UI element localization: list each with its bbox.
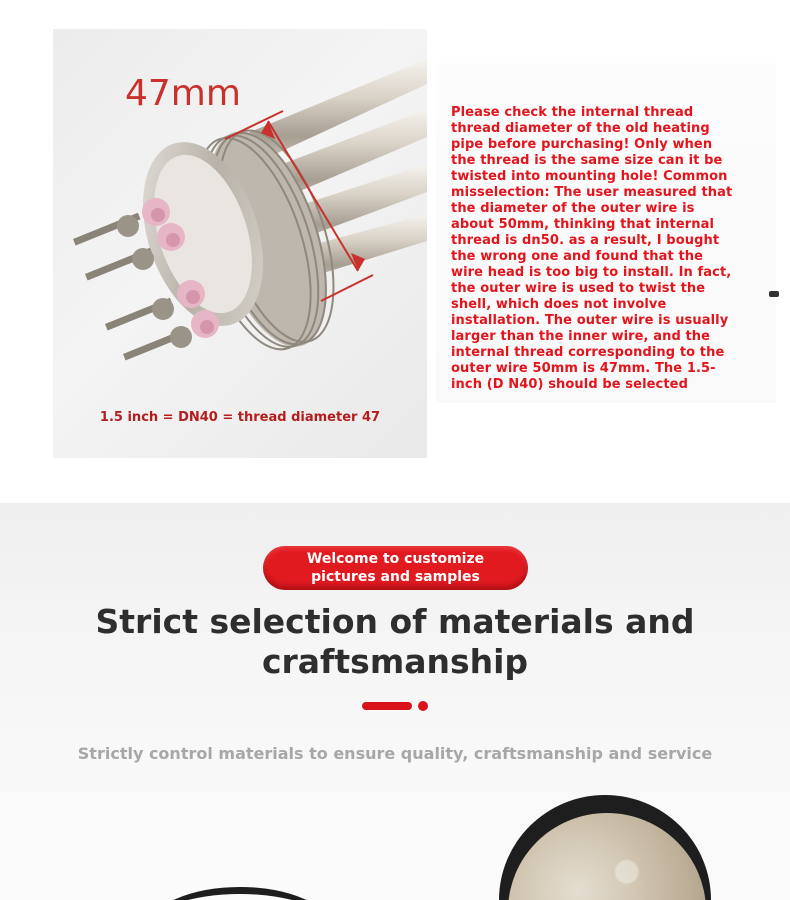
powder-fill <box>508 813 706 900</box>
thread-spec-caption: 1.5 inch = DN40 = thread diameter 47 <box>99 410 381 425</box>
title-divider-bar <box>362 702 412 710</box>
section-title: Strict selection of materials and craftsmanship <box>95 602 695 681</box>
customize-badge-label: Welcome to customize pictures and samples <box>306 551 485 585</box>
purchase-notice-text: Please check the internal thread thread diameter of the old heating pipe before purchasing! Only when the thread is the same size can it be twisted into mounting hole! Common misselection: The user measured that the diameter of the outer wire is about 50mm, thinking that internal thread is dn50. as a result, I bought the wrong one and found that the wire head is too big to install. In fact, the outer wire is used to twist the shell, which does not involve installation. The outer wire is usually larger than the inner wire, and the internal thread corresponding to the outer wire 50mm is 47mm. The 1.5-inch (D N40) should be selected <box>451 105 733 392</box>
customize-badge[interactable] <box>263 546 528 590</box>
material-photo-edge <box>150 887 330 900</box>
magnesium-oxide-powder-photo <box>499 795 711 900</box>
materials-section <box>0 503 790 900</box>
title-divider-dot <box>418 701 428 711</box>
thread-dimension-label: 47mm <box>125 73 241 114</box>
heating-element-photo <box>53 29 427 458</box>
edge-marker <box>769 291 779 297</box>
section-subtitle: Strictly control materials to ensure quality, craftsmanship and service <box>77 744 713 763</box>
